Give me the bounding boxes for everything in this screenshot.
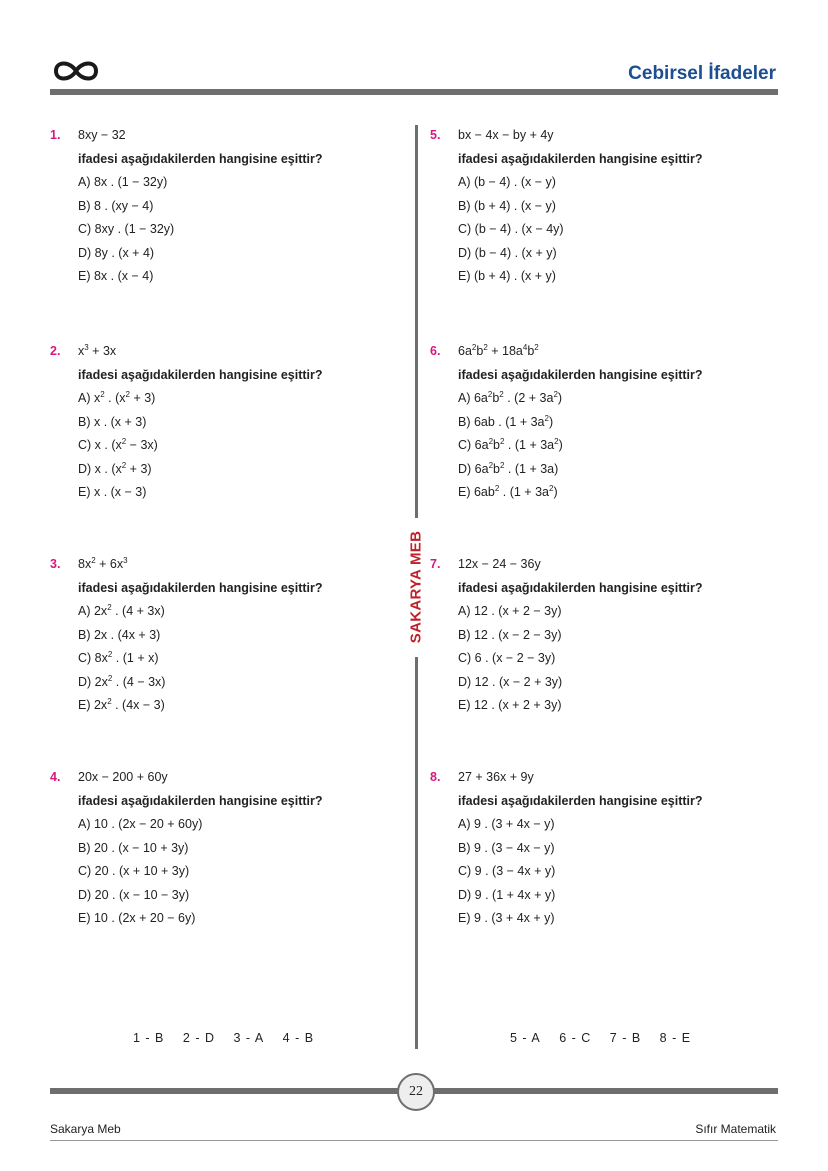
answer-option: C) $8x^2$ . (1 + x) [78, 650, 159, 665]
answer-option: C) (b − 4) . (x − 4y) [458, 222, 564, 236]
answer-option: A) $x^2$ . $(x^2 + 3)$ [78, 390, 156, 405]
question-prompt: ifadesi aşağıdakilerden hangisine eşittir? [458, 580, 703, 595]
question-prompt: ifadesi aşağıdakilerden hangisine eşittir? [78, 367, 323, 382]
question-header [430, 766, 770, 790]
question-header [430, 124, 770, 148]
question-header [50, 124, 390, 148]
answer-option: C) x . $(x^2 - 3x)$ [78, 437, 158, 452]
question-prompt: ifadesi aşağıdakilerden hangisine eşittir? [78, 151, 323, 166]
answer-option: D) (b − 4) . (x + y) [458, 245, 557, 260]
answer-option: B) 20 . (x − 10 + 3y) [78, 840, 189, 855]
answer-option: B) x . (x + 3) [78, 414, 147, 429]
question-header [430, 340, 770, 364]
question-header [50, 766, 390, 790]
question-expression: 8xy − 32 [78, 128, 126, 142]
column-divider-bottom [415, 657, 418, 1049]
answer-key-item: 1 - B [133, 1031, 164, 1045]
question-prompt: ifadesi aşağıdakilerden hangisine eşittir? [78, 580, 323, 595]
infinity-logo-icon [50, 57, 102, 85]
question-number: 1. [50, 128, 61, 142]
answer-option: A) 8x . (1 − 32y) [78, 175, 168, 189]
answer-option: E) x . (x − 3) [78, 485, 147, 499]
question-header [50, 340, 390, 364]
answer-option: B) 2x . (4x + 3) [78, 627, 161, 642]
question-number: 4. [50, 770, 61, 784]
question-expression: 27 + 36x + 9y [458, 770, 534, 784]
question-header [430, 553, 770, 577]
question-6 [430, 340, 770, 505]
question-expression: $x^3 + 3x$ [78, 343, 117, 358]
answer-option: B) 8 . (xy − 4) [78, 198, 154, 213]
question-prompt: ifadesi aşağıdakilerden hangisine eşittir? [458, 793, 703, 808]
answer-option: A) $6a^2b^2$ . $(2 + 3a^2)$ [458, 390, 563, 405]
answer-option: B) (b + 4) . (x − y) [458, 198, 556, 213]
answer-option: A) (b − 4) . (x − y) [458, 175, 556, 189]
answer-option: D) 20 . (x − 10 − 3y) [78, 887, 190, 902]
question-2 [50, 340, 390, 505]
answer-option: D) 8y . (x + 4) [78, 245, 155, 260]
question-expression: $6a^2b^2 + 18a^4b^2$ [458, 343, 539, 358]
answer-option: D) x . $(x^2 + 3)$ [78, 460, 152, 476]
question-expression: $8x^2 + 6x^3$ [78, 556, 128, 571]
column-divider-top [415, 125, 418, 518]
side-label: SAKARYA MEB [407, 530, 425, 644]
footer-book-title: Sıfır Matematik [695, 1122, 776, 1136]
answer-key-item: 3 - A [233, 1031, 264, 1045]
answer-key-item: 8 - E [659, 1031, 691, 1045]
answer-key-right [510, 1031, 704, 1045]
answer-option: E) (b + 4) . (x + y) [458, 269, 556, 283]
answer-option: E) $6ab^2$ . $(1 + 3a^2)$ [458, 484, 558, 499]
header-divider [50, 89, 778, 95]
answer-option: B) 9 . (3 − 4x − y) [458, 840, 555, 855]
question-header [50, 553, 390, 577]
question-number: 7. [430, 557, 441, 571]
answer-option: E) 12 . (x + 2 + 3y) [458, 698, 562, 712]
answer-option: A) $2x^2$ . (4 + 3x) [78, 603, 165, 618]
question-number: 8. [430, 770, 441, 784]
answer-key-item: 4 - B [282, 1031, 314, 1045]
answer-option: D) $6a^2b^2$ . (1 + 3a) [458, 460, 559, 476]
answer-option: E) 10 . (2x + 20 − 6y) [78, 911, 196, 925]
answer-option: E) 8x . (x − 4) [78, 269, 154, 283]
answer-option: A) 9 . (3 + 4x − y) [458, 817, 555, 831]
question-number: 3. [50, 557, 61, 571]
page-title: Cebirsel İfadeler [628, 63, 776, 84]
question-number: 5. [430, 128, 441, 142]
answer-option: E) 9 . (3 + 4x + y) [458, 911, 555, 925]
question-3 [50, 553, 390, 718]
question-prompt: ifadesi aşağıdakilerden hangisine eşittir? [458, 151, 703, 166]
answer-option: D) 12 . (x − 2 + 3y) [458, 674, 563, 689]
question-number: 2. [50, 344, 61, 358]
question-4 [50, 766, 390, 931]
answer-option: A) 10 . (2x − 20 + 60y) [78, 817, 203, 831]
question-expression: bx − 4x − by + 4y [458, 128, 554, 142]
answer-option: C) $6a^2b^2$ . $(1 + 3a^2)$ [458, 437, 563, 452]
question-expression: 20x − 200 + 60y [78, 770, 168, 784]
answer-option: C) 8xy . (1 − 32y) [78, 222, 175, 236]
answer-option: D) $2x^2$ . (4 − 3x) [78, 673, 166, 689]
question-8 [430, 766, 770, 931]
answer-option: C) 6 . (x − 2 − 3y) [458, 651, 556, 665]
question-5 [430, 124, 770, 289]
question-expression: 12x − 24 − 36y [458, 557, 541, 571]
page-number: 22 [397, 1073, 435, 1111]
answer-option: B) 12 . (x − 2 − 3y) [458, 627, 562, 642]
question-7 [430, 553, 770, 718]
answer-key-item: 7 - B [609, 1031, 641, 1045]
question-prompt: ifadesi aşağıdakilerden hangisine eşittir? [458, 367, 703, 382]
answer-option: C) 20 . (x + 10 + 3y) [78, 864, 190, 878]
answer-key-item: 2 - D [182, 1031, 214, 1045]
footer-publisher: Sakarya Meb [50, 1122, 121, 1136]
answer-option: A) 12 . (x + 2 − 3y) [458, 604, 562, 618]
answer-option: E) $2x^2$ . (4x − 3) [78, 697, 165, 712]
footer-divider-right [431, 1088, 778, 1094]
footer-divider-left [50, 1088, 399, 1094]
answer-option: D) 9 . (1 + 4x + y) [458, 887, 556, 902]
answer-key-left [133, 1031, 327, 1045]
answer-key-item: 5 - A [510, 1031, 540, 1045]
answer-key-item: 6 - C [559, 1031, 591, 1045]
question-prompt: ifadesi aşağıdakilerden hangisine eşittir? [78, 793, 323, 808]
question-1 [50, 124, 390, 289]
answer-option: B) 6ab . $(1 + 3a^2)$ [458, 413, 554, 429]
answer-option: C) 9 . (3 − 4x + y) [458, 864, 556, 878]
footer-rule [50, 1140, 778, 1141]
question-number: 6. [430, 344, 441, 358]
